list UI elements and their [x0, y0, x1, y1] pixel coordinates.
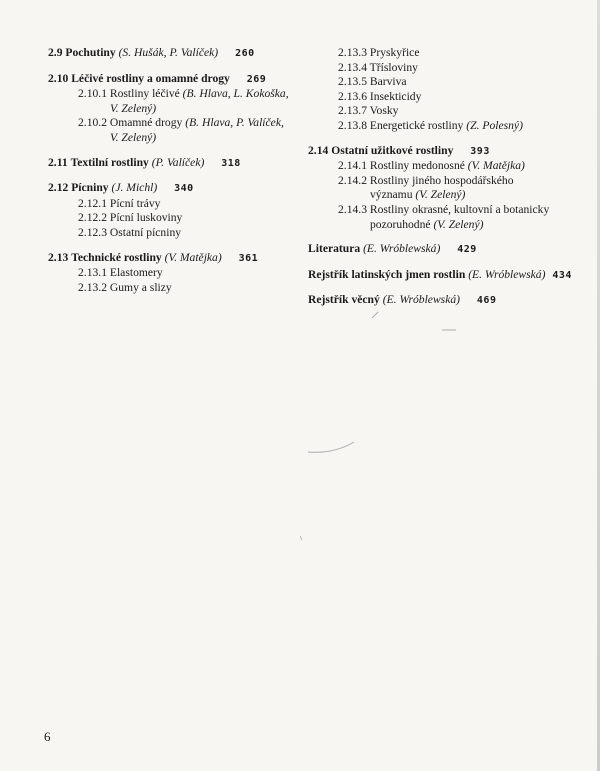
subentry-author-cont: V. Zelený) [110, 101, 157, 115]
section-author: (E. Wróblewská) [468, 267, 546, 281]
toc-subentry-2-13-7: 2.13.7 Vosky [338, 104, 399, 118]
section-number: 2.11 [48, 155, 68, 169]
toc-subentry-2-14-3 [308, 203, 600, 232]
toc-subentry-2-12-2: 2.12.2 Pícní luskoviny [78, 211, 183, 225]
section-author: (P. Valíček) [151, 155, 205, 169]
section-title: Textilní rostliny [70, 155, 149, 169]
subentry-title-cont-text: významu [370, 188, 413, 202]
toc-right-column [308, 46, 600, 309]
section-title: Literatura [308, 242, 361, 256]
section-title: Rejstřík věcný [308, 293, 380, 307]
toc-entry-literatura [308, 242, 600, 258]
toc-subentry-2-14-2 [308, 174, 600, 203]
section-number: 2.13 [48, 250, 69, 264]
toc-entry-rejstrik-latinskych [308, 268, 600, 284]
toc-entry-2-14 [308, 144, 600, 160]
section-author: (J. Michl) [111, 181, 158, 195]
section-title: Pícniny [71, 181, 109, 195]
toc-entry-2-11 [48, 156, 308, 172]
subentry-title: 2.10.1 Rostliny léčivé [78, 87, 180, 101]
toc-subentry-2-13-5: 2.13.5 Barviva [338, 75, 407, 89]
section-title: Rejstřík latinských jmen rostlin [308, 267, 466, 281]
section-number: 2.9 [48, 46, 63, 59]
toc-subentry-2-12-3: 2.12.3 Ostatní pícniny [78, 225, 182, 239]
subentry-title-cont-text: pozoruhodné [370, 217, 431, 231]
toc-entry-2-13 [48, 251, 308, 267]
section-number: 2.14 [308, 143, 329, 157]
subentry-title-cont [338, 188, 600, 203]
section-author: (V. Matějka) [164, 250, 222, 264]
scan-mark [372, 312, 378, 318]
toc-subentry-2-10-2 [48, 116, 308, 145]
handwritten-page-number: 469 [476, 295, 497, 307]
scan-mark [300, 536, 302, 540]
section-title: Pochutiny [65, 46, 116, 59]
toc-subentry-2-13-2: 2.13.2 Gumy a slizy [78, 280, 172, 294]
subentry-author: (V. Zelený) [415, 188, 466, 202]
subentry-title-cont [338, 218, 600, 233]
handwritten-page-number: 340 [174, 183, 194, 195]
section-author: (S. Hušák, P. Valíček) [118, 46, 219, 59]
handwritten-page-number: 269 [246, 73, 267, 85]
subentry-title: 2.14.3 Rostliny okrasné, kultovní a botanicky [338, 202, 550, 216]
toc-subentry-2-10-1 [48, 87, 308, 116]
subentry-title: 2.14.1 Rostliny medonosné [338, 159, 465, 173]
subentry-title: 2.13.8 Energetické rostliny [338, 118, 464, 132]
toc-entry-2-10 [48, 72, 308, 88]
subentry-title: 2.14.2 Rostliny jiného hospodářského [338, 173, 514, 187]
section-title: Technické rostliny [71, 250, 162, 264]
handwritten-page-number: 318 [221, 157, 241, 169]
section-number: 2.10 [48, 71, 69, 85]
subentry-author: (V. Zelený) [433, 217, 484, 231]
toc-subentry-2-13-8 [308, 119, 600, 134]
handwritten-page-number: 434 [552, 269, 572, 281]
scan-marks [300, 300, 500, 560]
subentry-author: (V. Matějka) [467, 159, 525, 173]
toc-left-column [48, 46, 308, 295]
subentry-author: (B. Hlava, P. Valíček, [185, 116, 284, 130]
section-title: Ostatní užitkové rostliny [331, 143, 454, 157]
page-number: 6 [44, 729, 51, 744]
handwritten-page-number: 429 [457, 244, 477, 256]
subentry-author-cont: V. Zelený) [110, 130, 157, 144]
toc-subentry-2-13-4: 2.13.4 Třísloviny [338, 60, 418, 74]
subentry-title: 2.10.2 Omamné drogy [78, 116, 183, 130]
section-author: (E. Wróblewská) [382, 293, 460, 307]
subentry-author: (B. Hlava, L. Kokoška, [182, 87, 289, 101]
handwritten-page-number: 260 [235, 48, 255, 59]
section-number: 2.12 [48, 181, 69, 195]
section-author: (E. Wróblewská) [363, 242, 441, 256]
section-title: Léčivé rostliny a omamné drogy [71, 71, 230, 85]
toc-subentry-2-13-1: 2.13.1 Elastomery [78, 266, 163, 280]
scan-mark [308, 442, 354, 452]
toc-entry-2-12 [48, 181, 308, 197]
toc-subentry-2-13-3: 2.13.3 Pryskyřice [338, 46, 420, 59]
toc-subentry-2-12-1: 2.12.1 Pícní trávy [78, 196, 161, 210]
subentry-author: (Z. Polesný) [466, 118, 523, 132]
toc-subentry-2-13-6: 2.13.6 Insekticidy [338, 89, 422, 103]
handwritten-page-number: 361 [238, 252, 259, 264]
handwritten-page-number: 393 [470, 145, 490, 157]
toc-entry-2-9 [48, 46, 308, 62]
toc-subentry-2-14-1 [308, 159, 600, 174]
